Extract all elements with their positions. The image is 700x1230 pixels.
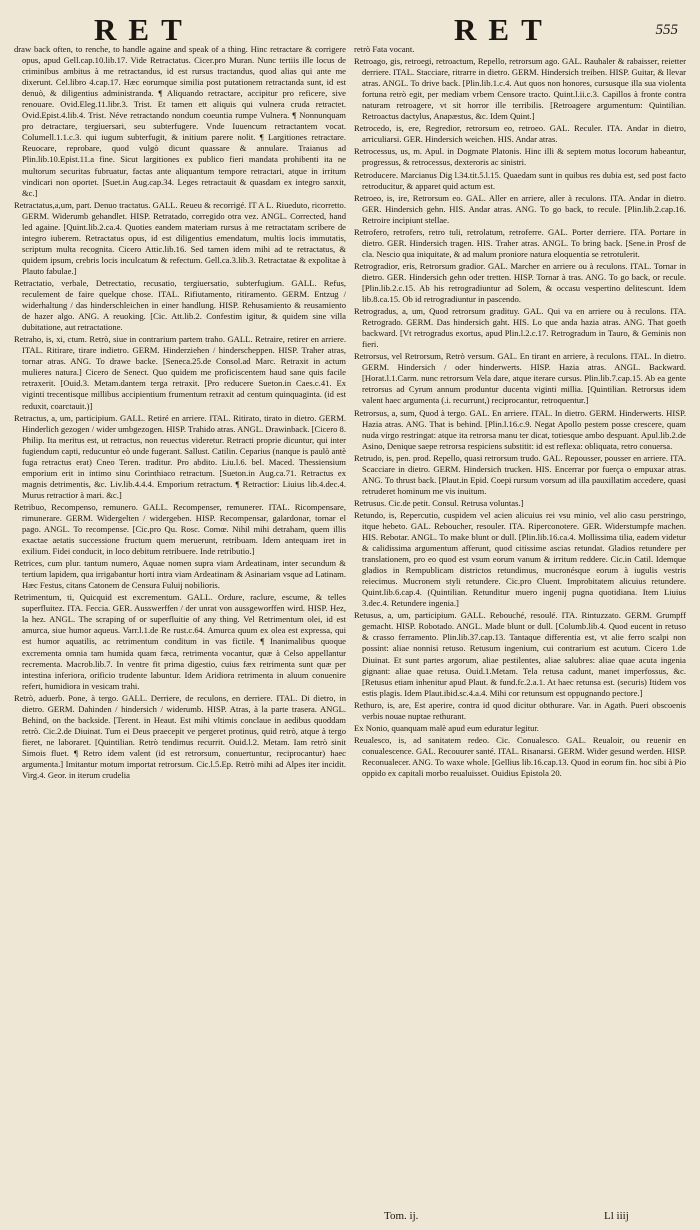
dictionary-entry: Retrofero, retrofers, retro tuli, retrolatum, retroferre. GAL. Porter derriere. ITA. Portare in dietro. GER. Hindersich tragen. HIS. Traher atras. ANGL. To bring back. [Sene.in Prosf de cla. Nescio qua iniquitate, & ad malum proniore natura eloquentia se retrotulerit.	[354, 226, 686, 259]
dictionary-entry: Retrorsus, vel Retrorsum, Retrò versum. GAL. En tirant en arriere, à reculons. ITAL. In dietro. GERM. Hindersich / oder hinderwerts. HISP. Hazia atras. ANGL. Backward. [Horat.l.1.Carm. nunc retrorsum Vela dare, atque iterare cursus. Plin.lib.7.cap.15. Ab ea gente retrorsus ad Cyrum annum produntur ducenta viginti millia. [Quintilian. Retrorsus idem valent haec argumenta (.i. recurrunt,) reciprocantur, retroquentur.]	[354, 351, 686, 406]
page-footer	[14, 1208, 686, 1230]
headword-right: RET	[454, 12, 554, 47]
dictionary-entry: Retroeo, is, ire, Retrorsum eo. GAL. Aller en arriere, aller à reculons. ITA. Andar in dietro. GER. Hindersich gehn. HIS. Andar atras. ANG. To go back, to recule. [Plin.lib.2.cap.16. Retroire incipiunt stellae.	[354, 192, 686, 225]
page-number: 555	[655, 22, 678, 38]
dictionary-entry: Retrocedo, is, ere, Regredior, retrorsum eo, retroeo. GAL. Reculer. ITA. Andar in dietro, arriculiarsi. GER. Hindersich weichen. HIS. Andar atras.	[354, 123, 686, 145]
dictionary-entry: Retusus, a, um, participium. GALL. Rebouché, resoulé. ITA. Rintuzzato. GERM. Grumpff gemacht. HISP. Robotado. ANGL. Made blunt or dull. [Columb.lib.4. Quod eucent in retuso & crasso ferramento. Plin.lib.37.cap.13. Tantaque differentia est, vt alie ferro scalpi non possint: aliae nonnisi retuso. Retusum ingenium, cui contrarium est acutum. Cicero 1.de Diuinat. Et sunt partes argorum, aliae pestilentes, aliae salubres: aliae quae acuta ingenia gignant: aliae quae retusa. Ouid.1.Metam. Tela retusa cadunt, manet imperfossus, &c. [Retusus etiam inhenitur apud Plaut. & fund.fc.2.a.1. At haec retunsa est. (securis) Itidem vos estis plagis. Idem Plaut.ibid.sc.4.a.4. Mihi cor retunsum est oppugnando pectore.]	[354, 610, 686, 698]
dictionary-entry: Retrò, aduerb. Pone, à tergo. GALL. Derriere, de reculons, en derriere. ITAL. Di dietro, in dietro. GERM. Dahinden / hindersich / widerumb. HISP. Atras, à la parte trasera. ANGL. Behind, on the backside. [Terent. in Heaut. Est mihi vltimis conclaue in aedibus quoddam retrò. Cic.2.de Diuinat. Tum ei Deus praecepit ve pergeret protinus, quid retrò, atque à tergo fieret, ne laboraret. [Quintilian. Retrò tendimus recurrit. Ouid.l.2. Metam. Iam retrò sinit Simois fluet. ¶ Retro idem valent (id est retrorsum, conuertuntur, reciprocantur) haec argumenta.] Imitantur motum importat retrorsum. Cic.l.5.Ep. Retrò mihi ad Alpes iter incidit. Virg.4. Geor. in iterum crudelia	[14, 692, 346, 781]
dictionary-entry: Retundo, is, Repercutio, cuspidem vel acien alicuius rei vsu minio, vel alio casu perstringo, itque hebeto. GAL. Reboucher, resouler. ITA. Riperconotere. GER. Widerstumpfe machen. HIS. Rebotar. ANGL. To make blunt or dull. [Plin.lib.16.ca.4. Mollissima tilia, eadem videtur & calidissima argumentum afferunt, quod citissime ascias retundat. Gladios retundere per translationem, pro eo quod est vsum eorum vanum & irritum reddere. Cic.in Catil. Idemque gladios in Rempublicam districtos retundimus, mucronésque eorum à iugulis vestris reiecimus. Mucronem styli retundere. Cic.pro Cluent. Improbitatem alicuius retundere. Quint.lib.6.cap.4. (Quintilian. Retunditur muero ingenij pugna quotidiana. Item Liuius 3.dec.4. Retundere ingenia.]	[354, 509, 686, 609]
dictionary-entry: Reualesco, is, ad sanitatem redeo. Cic. Conualesco. GAL. Reualoir, ou reuenir en conualescence. GAL. Recouurer santé. ITAL. Risanarsi. GERM. Wider gesund werden. HISP. Reconualecer. ANG. To waxe whole. [Gellius lib.16.cap.13. Quod in eorum fin. hoc sibi à Pio oppido ex capitali morbo reualuisset. Ouidius Epistola 20.	[354, 734, 686, 778]
right-column	[354, 44, 686, 1208]
dictionary-entry: Retrorsus, a, sum, Quod à tergo. GAL. En arriere. ITAL. In dietro. GERM. Hinderwerts. HISP. Hazia atras. ANG. That is behind. [Plin.l.16.c.9. Negat Apollo pestem posse crescere, quam nuda virgo restringat: atque ita retrorsa manu ter dicat, totiesque ambo despuant. Apul.lib.2.de Asino, Denique saepe retrorsa respiciens substitit: id est reflexa: obliquata, retro conuersa.	[354, 407, 686, 451]
dictionary-entry: Ex Nonio, quanquam malè apud eum eduratur legitur.	[354, 722, 539, 733]
dictionary-entry: Retrogradus, a, um, Quod retrorsum gradituy. GAL. Qui va en arriere ou à reculons. ITA. Retrogrado. GERM. Das hindersich gaht. HIS. Lo que anda hazia atras. ANG. That goeth backward. [Vt retrogradus exortus, apud Plin.l.2.c.17. Retrogradum in Tauro, & Geminis non fieri.	[354, 306, 686, 350]
tome-label: Tom. ij.	[384, 1210, 419, 1222]
signature-mark: Ll iiij	[604, 1210, 629, 1222]
dictionary-entry: Retrudo, is, pen. prod. Repello, quasi retrorsum trudo. GAL. Repousser, pousser en arriere. ITA. Scacciare in dietro. GERM. Hindersich trucken. HIS. Encerrar por fuerça o empuxar atras. ANG. To thrust back. [Plaut.in Epid. Coepi rursum vorsum ad illa pauxillatim accedere, quasi retruderet hominum me vis inuitum.	[354, 452, 686, 496]
dictionary-entry: Retrices, cum plur. tantum numero, Aquae nomen supra viam Ardeatinam, inter secundum & tertium lapidem, qua irrigabantur horti intra viam Ardeatinam & Asinariam vsque ad Latinam. Hæc Festus, citans Catonem de Censura Fuluij nobilioris.	[14, 558, 346, 591]
dictionary-entry: draw back often, to renche, to handle againe and speak of a thing. Hinc retractare & corrigere opus, apud Gell.cap.10.lib.17. Vide Retractatus. Cicer.pro Muran. Nunc tertiis ille locus de criminibus ambitus à me retractandus, id est rursus tractandus, quod alias qui ante me dixerunt. Cel.libro 4.cap.17. Hæc eorumque similia post putationem retractanda sunt, id est denuò, & diligentius administranda. ¶ Aliquando retractare, accipitur pro reficere, sive renouare. Ovid.Eleg.11.libr.3. Trist. Et tamen ett aliquis qui vulnera cruda retractet. Ovid.Epist.4.lib.4. Trist. Néve retractando nondum coeuntia rumpe Vulnera. ¶ Nonnunquam pro detractare, tergiuersari, seu subterfugere. Vnde Iuuencum retractantem vocat. Columell.1.1.c.3. qui iugum subterfugit, & initium parere nolit. ¶ Largitiones retractare. Reuocare, reprobare, quod vulgò dicunt quassare & annulare. Traianus ad Plin.lib.10.Epist.11.a fine. Sicut largitiones ex publico fieri mandata prohibenti ita ne multorum securitas fubruatur, factas ante aliquantum tempore retractari, atque in irritum vindicari non oportet. [Suet.in Aug.cap.34. Leges retractauit & quasdam ex integro sanxit, &c.]	[14, 44, 346, 198]
running-header	[14, 10, 686, 47]
dictionary-entry: retrò Fata vocant.	[354, 44, 415, 54]
dictionary-entry: Retrimentum, ti, Quicquid est excrementum. GALL. Ordure, raclure, escume, & telles superfluitez. ITA. Feccia. GER. Ausswerffen / der unrat von aussgeworffen wird. HISP. Hez, la hez. ANGL. The scraping of or superfluitie of any thing. Vel Retrimentum olei, id est amurca, siue humor aqueus. Varr.l.1.de Re rust.c.64. Amurca quum ex olea est expressa, qui est humor aquatilis, ac retrimentum conditum in vas fictile. ¶ Inanimalibus quoque excrementa omnia tam humida quam fæca, retrimenta vocantur, quæ à Celso appellantur recrementa. Macrob.lib.7. In ventre fit prima digestio, cuius fæx retrimenta sunt quæ per intestina inferiora, orificio trudente labuntur. Idem Aridiora retrimenta in aluum conuenire refert, humidiora in vesicam trahi.	[14, 592, 346, 691]
dictionary-entry: Retrocessus, us, m. Apul. in Dogmate Platonis. Hinc illi & septem motus locorum habeantur, progressus, & retrocessus, dexteroris ac sinistri.	[354, 146, 686, 168]
dictionary-entry: Retroago, gis, retroegi, retroactum, Repello, retrorsum ago. GAL. Rauhaler & rabaisser, reietter derriere. ITAL. Stacciare, ritrarre in dietro. GERM. Hindersich treiben. HISP. Guitar, & llevar atras. ANGL. To drive back. [Plin.lib.1.c.4. Aut quos non honores, cursusque illa sua violenta fortuna retrò egit, per mediam vrbem Censore tracto. Quint.l.ii.c.3. Capillos à fronte contra naturam retroagere, vt sit horror ille terribilis. [Retroagere argumentum: Quintilian. Retroactus dactylus, Anapæstus, &c. Idem Quint.]	[354, 56, 686, 122]
dictionary-entry: Retribuo, Recompenso, remunero. GALL. Recompenser, remunerer. ITAL. Ricompensare, rimunerare. GERM. Widergelten / widergeben. HISP. Recompensar, galardonar, tornar el pago. ANGL. To recompense. [Cic.pro Qu. Rosc. Comœ. Nihil mihi detraham, quem illis exactae aetatis successione fructum quem meruerunt, retribuam. Idem antequam iret in exilium. Fidei conducit, in loco debitum retribuere. Inde retributio.]	[14, 501, 346, 557]
two-column-body	[14, 44, 686, 1208]
dictionary-entry: Retrogradior, eris, Retrorsum gradior. GAL. Marcher en arriere ou à reculons. ITAL. Tornar in dietro. GER. Hindersich gehn oder tretten. HISP. Tornar à tras. ANG. To go back, or recule. [Plin.lib.2.c.15. Ab his retrogradiuntur ad Solem, & occasu vespertino delitescunt. Idem lib.8.ca.15. Ob id retrogradiuntur in pascendo.	[354, 260, 686, 305]
dictionary-entry: Retrusus. Cic.de petit. Consul. Retrusa voluntas.]	[354, 497, 524, 508]
left-column	[14, 44, 346, 1208]
dictionary-entry: Retraho, is, xi, ctum. Retrò, siue in contrarium partem traho. GALL. Retraire, retirer en arriere. ITAL. Ritirare, tirare indietro. GERM. Hinderziehen / hinderscheppen. HISP. Traher atras, tornar atras. ANG. To drawe backe. [Seneca.25.de Consol.ad Marc. Retraxit in actum mulieres natura.] Cicero de Senect. Quo quidem me proficiscentem haud sane quis facile retraxerit. [Ouid.3. Metam.dantem terga retraxit. [Pro reducere Sueton.in Caes.c.41. Ex viginti trecentisque millibus accipientium frumentum retraxit ad centum quinquaginta. (id est reduxit, coarctauit.)]	[14, 334, 346, 411]
headword-left: RET	[94, 12, 194, 47]
dictionary-entry: Retractatus,a,um, part. Denuo tractatus. GALL. Reueu & recorrigé. IT A L. Riueduto, ricorretto. GERM. Widerumb gehandlet. HISP. Retratado, corregido otra vez. ANGL. Corrected, hand led againe. [Quint.lib.2.ca.4. Quoties eandem materiam rursus à me retractatam scribere de integro iuberem. Retractatus opus, id est diligentius emendatum, multis locis immutatis, scriptum multa recognita. Cicero Attic.lib.16. Sed tamen idem mihi ad te retractatus, & quidem ipsum, crebris locis inculcatum & refectum. Gell.ca.3.lib.3. Retractatae & expolitae à Plauto fabulae.]	[14, 199, 346, 276]
dictionary-entry: Retroducere. Marcianus Dig l.34.tit.5.l.15. Quaedam sunt in quibus res dubia est, sed post facto retroducitur, & apparet quid actum est.	[354, 169, 686, 191]
dictionary-entry: Retractus, a, um, participium. GALL. Retiré en arriere. ITAL. Ritirato, tirato in dietro. GERM. Hinderlich gezogen / wider umbgezogen. HISP. Trahido atras. ANGL. Drawinback. [Cicero 8. Philip. Ita meritus est, ut retractus, non reuectus videretur. Retracti proprie dicuntur, qui inter fugiendum capti, reducuntur eò unde fugerant. Sallust. Catilin. Ceparius (nanque is paulò antè fuga retractus erat) Cneo Teren. traditur. Pro abdito. Liu.l.6. bel. Maced. Thessiensium emporium erit in intimo sinu Corinthiaco retractum. [Sueton.in Aug.ca.71. Retractus ex magnis detrimentis, &c. Liv.lib.4.4.4. Emporium retractum. ¶ Retractior: Liuius lib.4.dec.4. Murus retractior à mari. &c.]	[14, 412, 346, 500]
dictionary-entry: Rethuro, is, are, Est aperire, contra id quod dicitur obthurare. Var. in Agath. Pueri obscoenis verbis nouae nuptae rethurant.	[354, 699, 686, 721]
dictionary-entry: Retractatio, verbale, Detrectatio, recusatio, tergiuersatio, subterfugium. GALL. Refus, reculement de faire quelque chose. ITAL. Rifiutamento, ritiramento. GERM. Entzug / widerhaltung / das hinderschleichen in einer handlung. HISP. Rehusamiento & reusamiento de hazer algo. ANG. A reuoking. [Cic. Att.lib.2. Confestim igitur, & quidem sine villa dubitatione, aut retractatione.	[14, 277, 346, 333]
